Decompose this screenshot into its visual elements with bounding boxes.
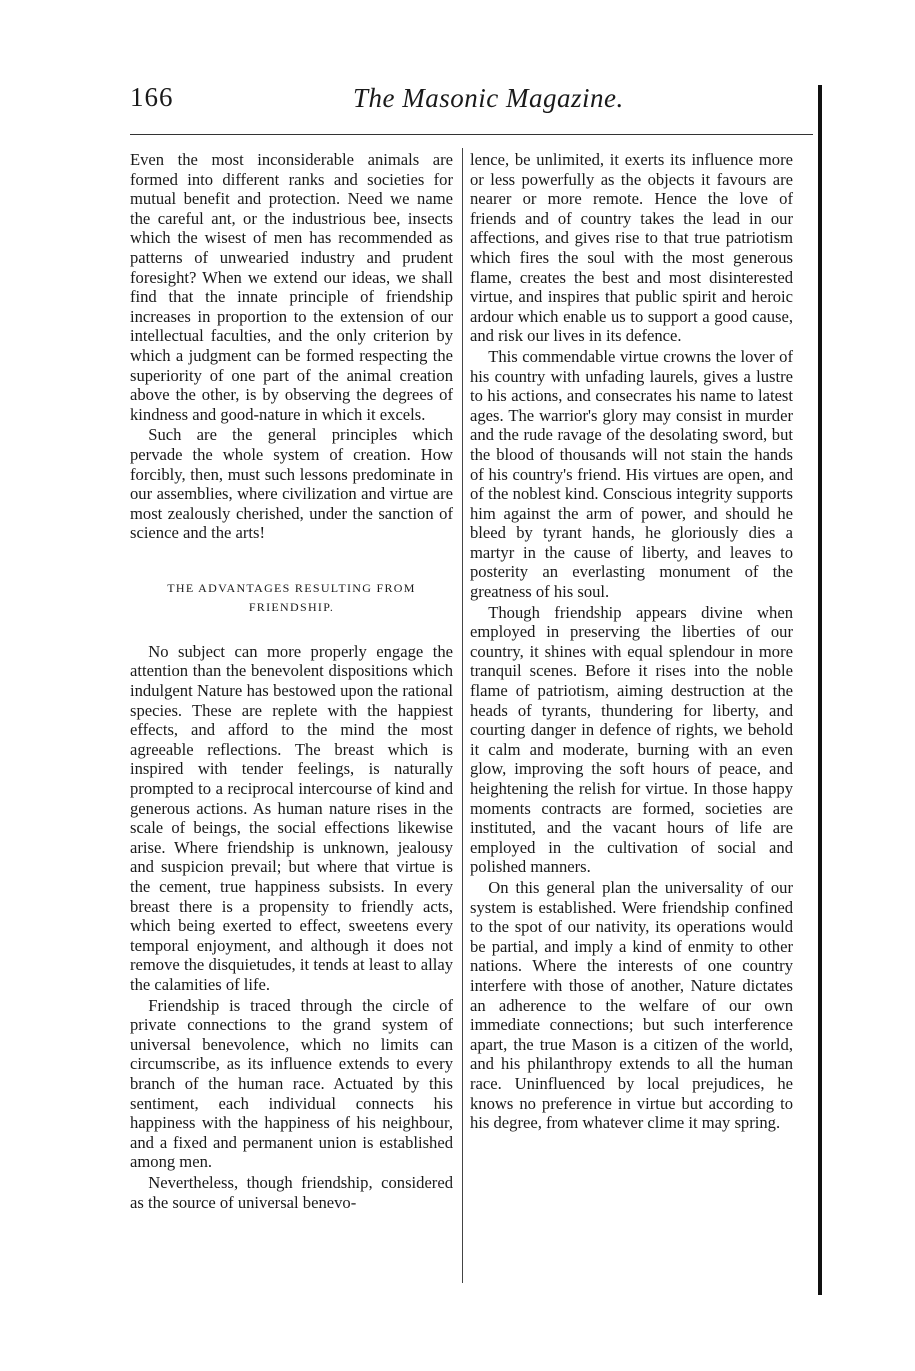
header-rule <box>130 134 813 135</box>
paragraph: lence, be unlimited, it exerts its influence more or less powerfully as the objects it favours are nearer or more remote. Hence the love of friends and of country takes the lead in our affections, and gives rise to that true patriotism which fires the soul with the most generous flame, creates the best and most disinterested virtue, and inspires that public spirit and heroic ardour which enable us to support a good cause, and risk our lives in its defence. <box>470 150 793 346</box>
paragraph: Even the most inconsiderable animals are formed into different ranks and societies for mutual benefit and protection. Need we name the careful ant, or the industrious bee, insects which the wisest of men has recommended as patterns of unwearied industry and prudent foresight? When we extend our ideas, we shall find that the innate principle of friendship increases in proportion to the extension of our intellectual faculties, and the only criterion by which a judgment can be formed respecting the superiority of one part of the animal creation above the other, is by observing the degrees of kindness and good-nature in which it excels. <box>130 150 453 424</box>
paragraph: Though friendship appears divine when employed in preserving the liberties of our country, it shines with equal splendour in more tranquil scenes. Before it rises into the noble flame of patriotism, aiming destruction at the heads of tyrants, thundering for liberty, and courting danger in defence of rights, we behold it calm and moderate, burning with an even glow, improving the soft hours of peace, and heightening the relish for virtue. In those happy moments contracts are formed, societies are instituted, and the vacant hours of life are employed in the cultivation of social and polished manners. <box>470 602 793 877</box>
paragraph: Nevertheless, though friendship, considered as the source of universal benevo- <box>130 1172 453 1212</box>
left-column <box>130 150 453 1213</box>
paragraph: Such are the general principles which pervade the whole system of creation. How forcibly, then, must such lessons predominate in our assemblies, where civilization and virtue are most zealously cherished, under the sanction of science and the arts! <box>130 425 453 543</box>
paragraph: On this general plan the universality of our system is established. Were friendship confined to the spot of our nativity, its operations would be partial, and imply a kind of enmity to other nations. Where the interests of one country interfere with those of another, Nature dictates an adherence to the welfare of our own immediate connections; but such interference apart, the true Mason is a citizen of the world, and his philanthropy extends to all the human race. Uninfluenced by local prejudices, he knows no preference in virtue but according to his degree, from whatever clime it may spring. <box>470 877 793 1133</box>
paragraph: No subject can more properly engage the attention than the benevolent dispositions which indulgent Nature has bestowed upon the rational species. These are replete with the happiest effects, and afford to the mind the most agreeable reflections. The breast which is inspired with tender feelings, is naturally prompted to a reciprocal intercourse of kind and generous actions. As human nature rises in the scale of beings, the social effections likewise arise. Where friendship is unknown, jealousy and suspicion prevail; but where that virtue is the cement, true happiness subsists. In every breast there is a propensity to friendly acts, which being exerted to effect, sweetens every temporal enjoyment, and although it does not remove the disquietudes, it tends at least to allay the calamities of life. <box>130 641 453 994</box>
page-edge-bar <box>818 85 822 1295</box>
running-title: The Masonic Magazine. <box>353 83 624 113</box>
section-heading: THE ADVANTAGES RESULTING FROM FRIENDSHIP. <box>167 580 416 614</box>
column-divider <box>462 148 463 1283</box>
page-number: 166 <box>130 82 174 112</box>
paragraph: This commendable virtue crowns the lover of his country with unfading laurels, gives a lustre to his actions, and consecrates his name to latest ages. The warrior's glory may consist in murder and the rude ravage of the desolating sword, but the blood of thousands will not stain the hands of his country's friend. His virtues are open, and of the noblest kind. Conscious integrity supports him against the arm of power, and should he bleed by tyrant hands, he gloriously dies a martyr in the cause of liberty, and leaves to posterity an everlasting monument of the greatness of his soul. <box>470 346 793 602</box>
paragraph: Friendship is traced through the circle of private connections to the grand system of universal benevolence, which no limits can circumscribe, as its influence extends to every branch of the human race. Actuated by this sentiment, each individual connects his happiness with the happiness of his neighbour, and a fixed and permanent union is established among men. <box>130 995 453 1172</box>
right-column <box>470 150 793 1134</box>
